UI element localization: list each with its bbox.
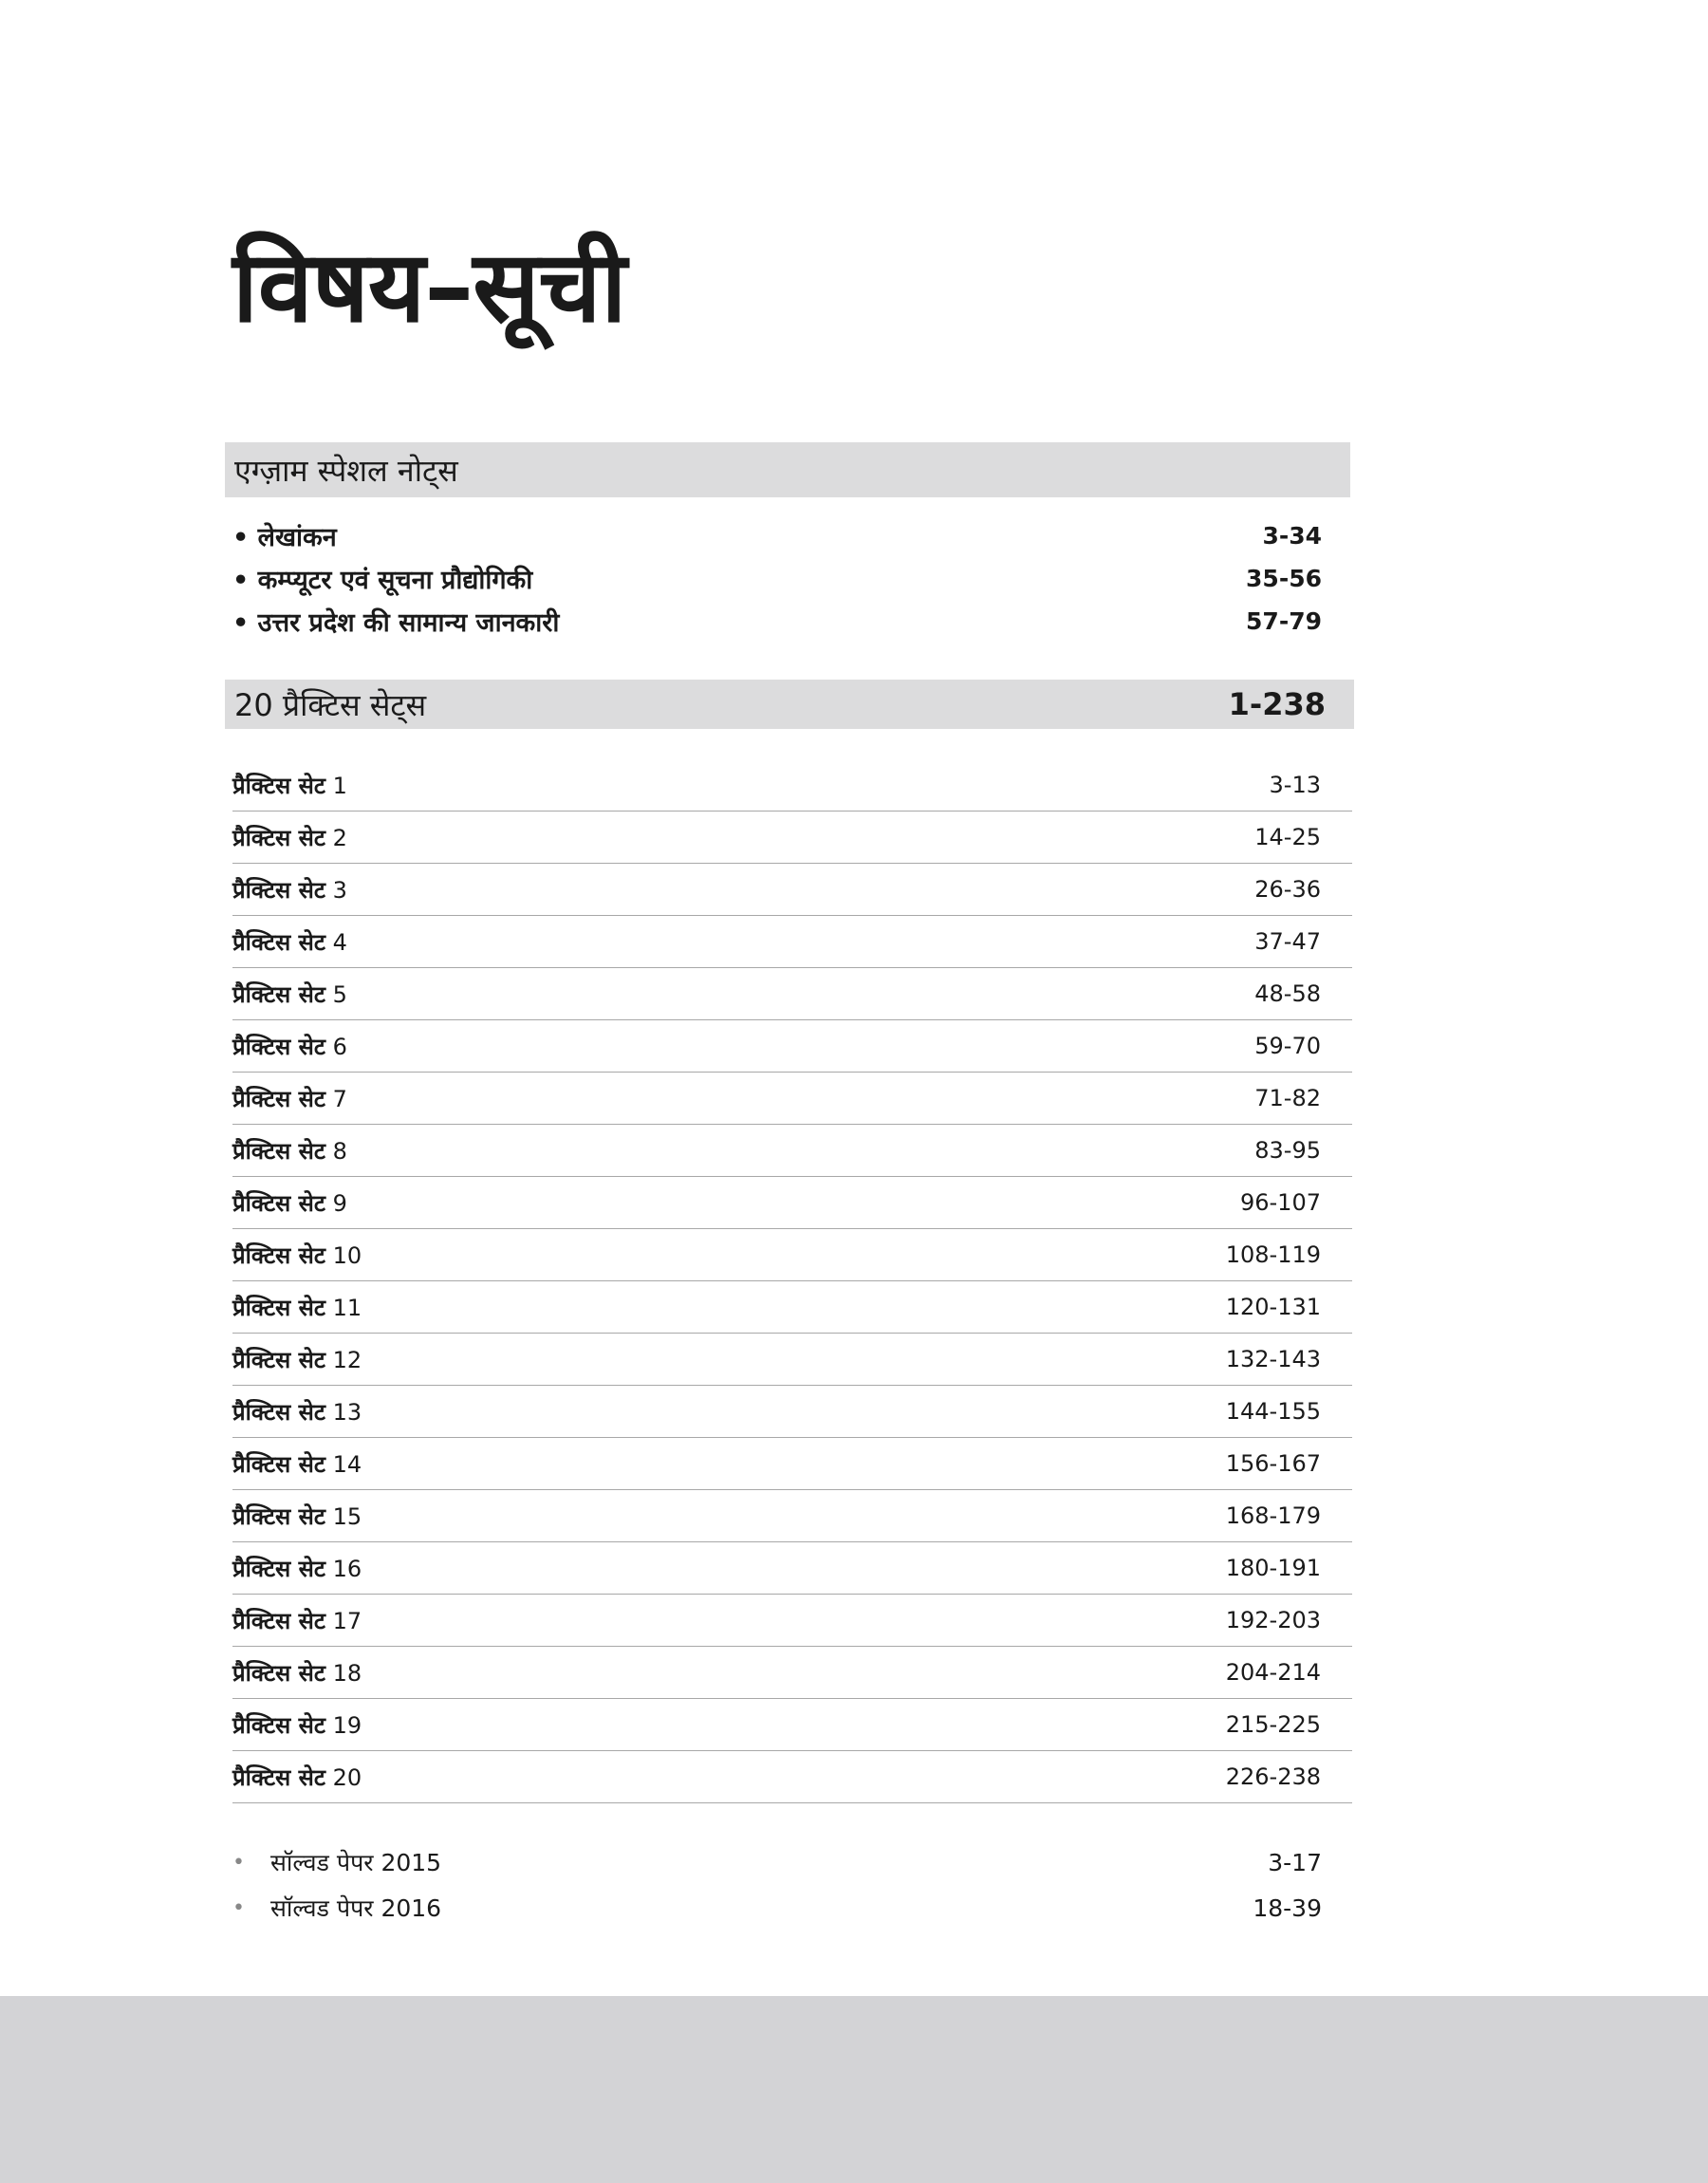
toc-entry-label: • लेखांकन (232, 523, 337, 552)
practice-set-pages: 120-131 (1225, 1294, 1321, 1320)
practice-set-title (232, 1657, 362, 1689)
practice-set-title (232, 1031, 347, 1062)
practice-set-title (232, 1344, 362, 1375)
practice-set-number: 5 (332, 980, 347, 1008)
practice-set-pages: 192-203 (1225, 1607, 1321, 1633)
practice-set-label: प्रैक्टिस सेट (232, 876, 325, 904)
practice-set-number: 15 (332, 1502, 362, 1530)
practice-section-header (225, 680, 1354, 729)
practice-set-title (232, 874, 347, 905)
practice-set-row[interactable] (232, 1542, 1352, 1595)
practice-set-number: 9 (332, 1189, 347, 1217)
practice-set-title (232, 1135, 347, 1166)
practice-set-label: प्रैक्टिस सेट (232, 1398, 325, 1426)
practice-set-title (232, 1083, 347, 1114)
practice-set-label: प्रैक्टिस सेट (232, 1033, 325, 1060)
practice-set-number: 12 (332, 1346, 362, 1373)
toc-entry-pages: 57-79 (1246, 607, 1322, 635)
practice-set-pages: 168-179 (1225, 1502, 1321, 1529)
practice-set-number: 18 (332, 1659, 362, 1687)
practice-set-pages: 144-155 (1225, 1398, 1321, 1425)
practice-set-pages: 132-143 (1225, 1346, 1321, 1372)
practice-set-pages: 226-238 (1225, 1763, 1321, 1790)
practice-set-label: प्रैक्टिस सेट (232, 928, 325, 956)
practice-set-title (232, 1187, 347, 1219)
practice-set-row[interactable] (232, 1438, 1352, 1490)
practice-set-title (232, 770, 347, 801)
practice-set-pages: 156-167 (1225, 1450, 1321, 1477)
practice-set-number: 13 (332, 1398, 362, 1426)
practice-set-label: प्रैक्टिस सेट (232, 980, 325, 1008)
solved-paper-row[interactable] (232, 1885, 1322, 1931)
practice-set-number: 2 (332, 824, 347, 851)
solved-paper-label: सॉल्वड पेपर 2015 (270, 1849, 442, 1876)
practice-set-pages: 48-58 (1254, 980, 1321, 1007)
practice-set-label: प्रैक्टिस सेट (232, 1085, 325, 1112)
practice-set-number: 1 (332, 772, 347, 799)
practice-set-title (232, 1762, 362, 1793)
practice-set-row[interactable] (232, 1073, 1352, 1125)
practice-set-pages: 14-25 (1254, 824, 1321, 850)
toc-entry[interactable] (232, 557, 1322, 600)
practice-set-label: प्रैक्टिस सेट (232, 1659, 325, 1687)
practice-set-label: प्रैक्टिस सेट (232, 1711, 325, 1739)
practice-set-number: 6 (332, 1033, 347, 1060)
practice-section-title: 20 प्रैक्टिस सेट्स (234, 686, 427, 723)
notes-section-header (225, 442, 1350, 497)
practice-set-label: प्रैक्टिस सेट (232, 824, 325, 851)
solved-paper-pages: 3-17 (1268, 1848, 1322, 1876)
practice-set-label: प्रैक्टिस सेट (232, 1607, 325, 1634)
practice-set-number: 19 (332, 1711, 362, 1739)
practice-set-row[interactable] (232, 1490, 1352, 1542)
practice-set-label: प्रैक्टिस सेट (232, 1763, 325, 1791)
practice-set-label: प्रैक्टिस सेट (232, 1294, 325, 1321)
practice-set-number: 10 (332, 1241, 362, 1269)
practice-set-title (232, 1396, 362, 1427)
practice-set-pages: 83-95 (1254, 1137, 1321, 1164)
practice-set-label: प्रैक्टिस सेट (232, 1346, 325, 1373)
solved-paper-title (232, 1892, 441, 1924)
practice-set-pages: 215-225 (1225, 1711, 1321, 1738)
practice-set-title (232, 1553, 362, 1584)
bullet-icon: • (232, 1895, 245, 1920)
practice-set-title (232, 1240, 362, 1271)
practice-set-number: 11 (332, 1294, 362, 1321)
practice-set-label: प्रैक्टिस सेट (232, 772, 325, 799)
toc-entry[interactable] (232, 600, 1322, 643)
toc-entry-pages: 35-56 (1246, 565, 1322, 592)
practice-set-label: प्रैक्टिस सेट (232, 1189, 325, 1217)
practice-set-label: प्रैक्टिस सेट (232, 1502, 325, 1530)
solved-paper-row[interactable] (232, 1839, 1322, 1885)
practice-set-number: 7 (332, 1085, 347, 1112)
practice-set-label: प्रैक्टिस सेट (232, 1555, 325, 1582)
practice-set-number: 4 (332, 928, 347, 956)
toc-entry-label: • कम्प्यूटर एवं सूचना प्रौद्योगिकी (232, 566, 533, 595)
practice-set-title (232, 979, 347, 1010)
solved-papers-list (232, 1839, 1322, 1931)
practice-set-row[interactable] (232, 1020, 1352, 1073)
practice-set-number: 20 (332, 1763, 362, 1791)
practice-set-row[interactable] (232, 1386, 1352, 1438)
toc-entry-pages: 3-34 (1262, 522, 1322, 550)
practice-set-title (232, 926, 347, 958)
practice-set-label: प्रैक्टिस सेट (232, 1241, 325, 1269)
practice-set-number: 14 (332, 1450, 362, 1478)
practice-set-row[interactable] (232, 916, 1352, 968)
practice-set-title (232, 1448, 362, 1480)
practice-section-range: 1-238 (1228, 686, 1326, 722)
footer-band (0, 1996, 1708, 2183)
notes-section-title: एग्ज़ाम स्पेशल नोट्स (234, 452, 458, 489)
practice-set-pages: 59-70 (1254, 1033, 1321, 1059)
bullet-icon: • (232, 1850, 245, 1875)
practice-set-number: 3 (332, 876, 347, 904)
practice-set-number: 8 (332, 1137, 347, 1165)
practice-set-title (232, 1292, 362, 1323)
practice-set-pages: 204-214 (1225, 1659, 1321, 1686)
practice-set-row[interactable] (232, 1281, 1352, 1334)
practice-set-row[interactable] (232, 968, 1352, 1020)
practice-set-label: प्रैक्टिस सेट (232, 1450, 325, 1478)
practice-set-row[interactable] (232, 1751, 1352, 1803)
practice-set-pages: 37-47 (1254, 928, 1321, 955)
practice-set-row[interactable] (232, 1177, 1352, 1229)
practice-set-row[interactable] (232, 1647, 1352, 1699)
toc-entry-label: • उत्तर प्रदेश की सामान्य जानकारी (232, 608, 560, 638)
practice-set-row[interactable] (232, 1125, 1352, 1177)
practice-set-number: 16 (332, 1555, 362, 1582)
practice-set-row[interactable] (232, 812, 1352, 864)
practice-sets-list (232, 759, 1352, 1803)
practice-set-pages: 108-119 (1225, 1241, 1321, 1268)
practice-set-row[interactable] (232, 864, 1352, 916)
solved-paper-pages: 18-39 (1253, 1894, 1322, 1922)
practice-set-pages: 180-191 (1225, 1555, 1321, 1581)
practice-set-number: 17 (332, 1607, 362, 1634)
practice-set-pages: 26-36 (1254, 876, 1321, 903)
practice-set-row[interactable] (232, 1595, 1352, 1647)
practice-set-row[interactable] (232, 1229, 1352, 1281)
practice-set-pages: 71-82 (1254, 1085, 1321, 1111)
practice-set-row[interactable] (232, 1334, 1352, 1386)
page-title: विषय–सूची (232, 229, 626, 345)
practice-set-label: प्रैक्टिस सेट (232, 1137, 325, 1165)
practice-set-row[interactable] (232, 759, 1352, 812)
practice-set-title (232, 822, 347, 853)
practice-set-title (232, 1501, 362, 1532)
solved-paper-title (232, 1846, 441, 1878)
notes-list (232, 514, 1322, 643)
practice-set-title (232, 1605, 362, 1636)
toc-entry[interactable] (232, 514, 1322, 557)
solved-paper-label: सॉल्वड पेपर 2016 (270, 1894, 442, 1922)
practice-set-row[interactable] (232, 1699, 1352, 1751)
practice-set-pages: 3-13 (1269, 772, 1321, 798)
practice-set-pages: 96-107 (1239, 1189, 1321, 1216)
practice-set-title (232, 1709, 362, 1741)
